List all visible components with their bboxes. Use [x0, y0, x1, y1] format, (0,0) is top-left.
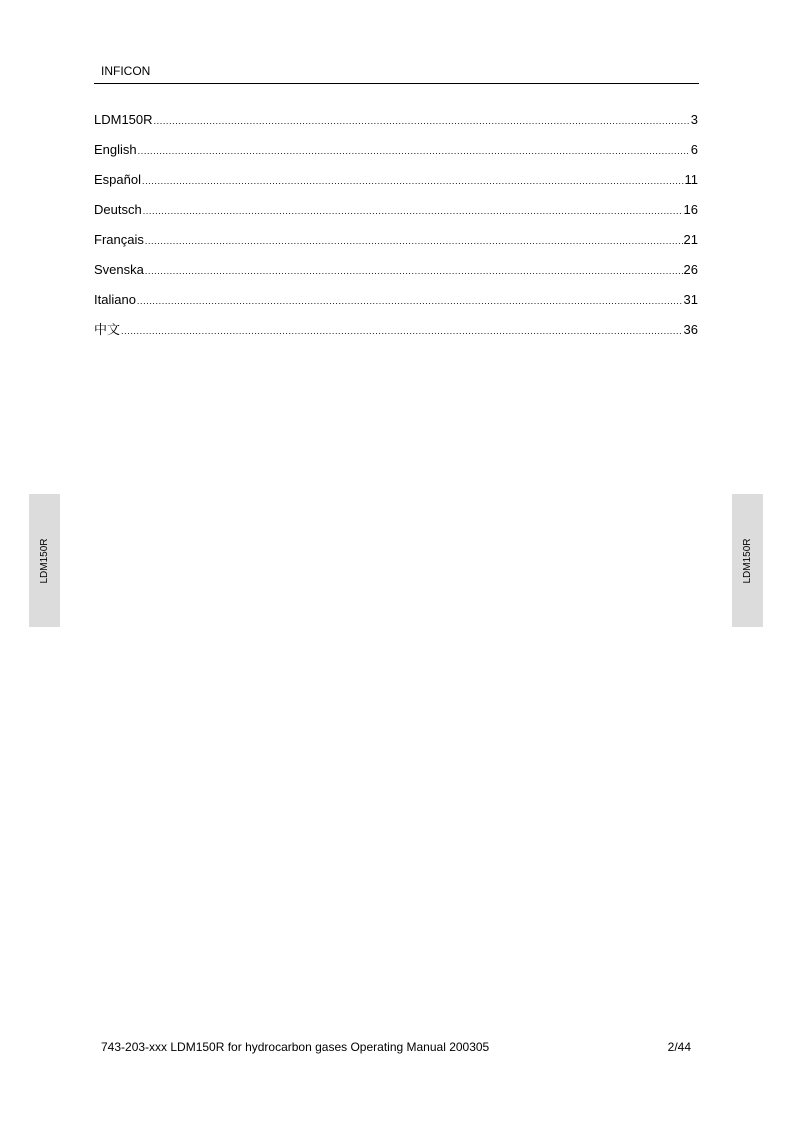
toc-entry[interactable] [94, 112, 698, 142]
page-footer [101, 1040, 691, 1056]
toc-leader-dots [138, 144, 690, 159]
toc-leader-dots [145, 234, 683, 249]
toc-leader-dots [154, 114, 690, 129]
table-of-contents [94, 112, 698, 352]
toc-entry-label: Italiano [94, 292, 136, 307]
toc-entry[interactable] [94, 172, 698, 202]
toc-entry[interactable] [94, 202, 698, 232]
toc-entry-page: 36 [683, 322, 698, 337]
toc-entry-label: English [94, 142, 137, 157]
toc-entry-label: Español [94, 172, 141, 187]
side-tab-right-label: LDM150R [741, 537, 753, 584]
toc-leader-dots [121, 324, 683, 339]
toc-leader-dots [142, 174, 684, 189]
toc-entry[interactable] [94, 322, 698, 352]
toc-entry-label: LDM150R [94, 112, 153, 127]
toc-entry-page: 21 [683, 232, 698, 247]
toc-entry-page: 31 [683, 292, 698, 307]
toc-leader-dots [143, 204, 683, 219]
toc-entry-label: Français [94, 232, 144, 247]
side-tab-left-label: LDM150R [38, 537, 50, 584]
toc-entry-label: Svenska [94, 262, 144, 277]
toc-entry-page: 11 [684, 172, 698, 187]
toc-entry-label: 中文 [94, 322, 121, 337]
toc-entry[interactable] [94, 142, 698, 172]
header-title: INFICON [101, 64, 151, 78]
toc-entry-page: 16 [683, 202, 698, 217]
toc-entry-page: 26 [683, 262, 698, 277]
toc-entry[interactable] [94, 262, 698, 292]
footer-document-title: 743-203-xxx LDM150R for hydrocarbon gases Operating Manual 200305 [101, 1040, 490, 1054]
footer-page-number: 2/44 [667, 1040, 691, 1054]
toc-entry[interactable] [94, 232, 698, 262]
toc-leader-dots [145, 264, 683, 279]
toc-entry-label: Deutsch [94, 202, 142, 217]
side-tab-left [29, 494, 60, 627]
page-header [94, 62, 699, 84]
side-tab-right [732, 494, 763, 627]
toc-entry[interactable] [94, 292, 698, 322]
toc-leader-dots [137, 294, 683, 309]
toc-entry-page: 6 [690, 142, 698, 157]
toc-entry-page: 3 [690, 112, 698, 127]
